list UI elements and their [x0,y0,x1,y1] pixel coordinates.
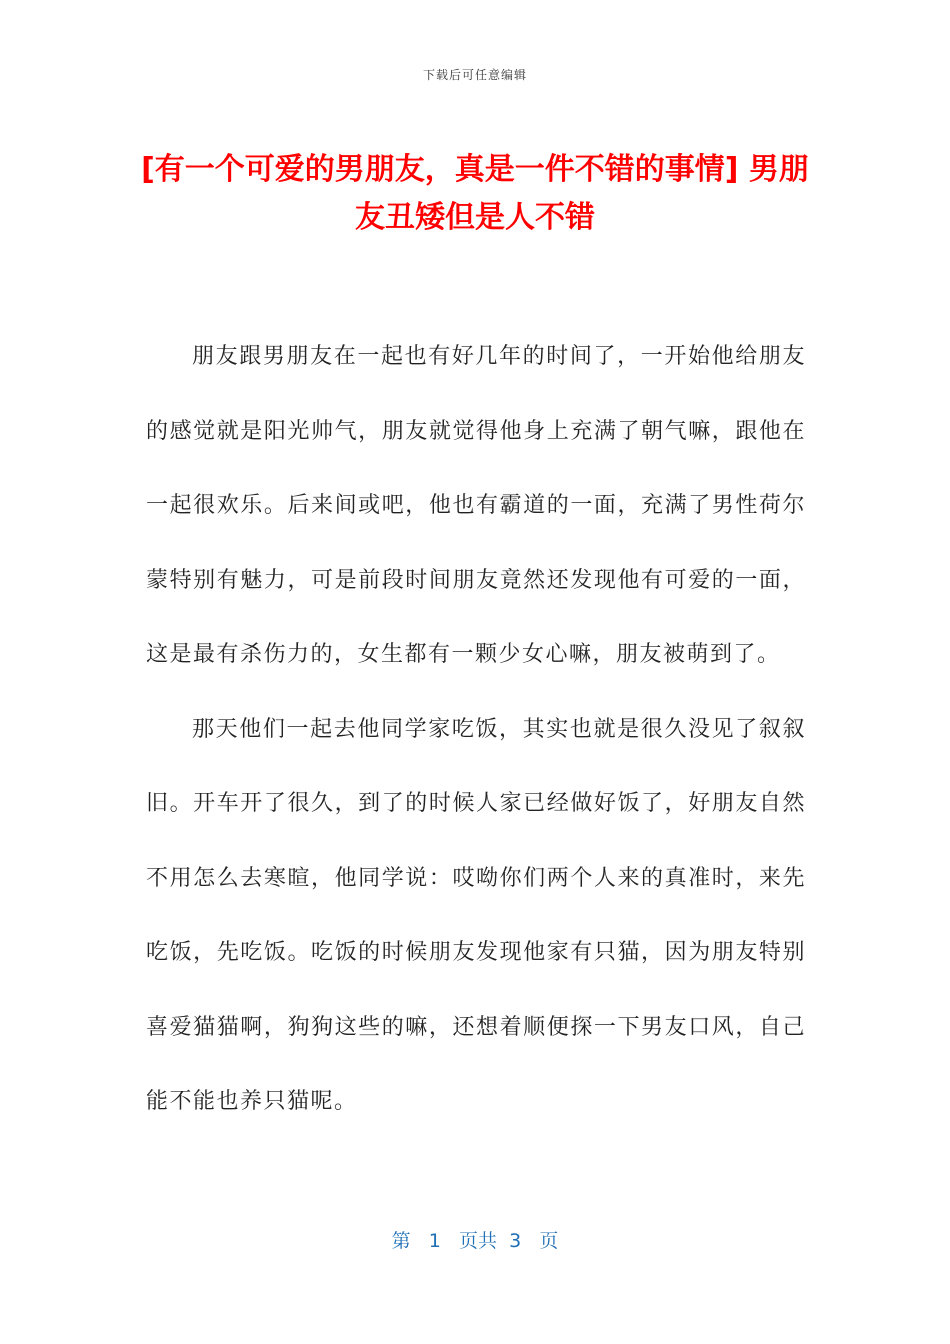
current-page-number: 1 [428,1230,441,1252]
document-body [146,320,806,1140]
total-pages-number: 3 [509,1230,522,1252]
page-label-middle: 页共 [459,1230,498,1252]
paragraph: 那天他们一起去他同学家吃饭，其实也就是很久没见了叙叙旧。开车开了很久，到了的时候人家已经做好饭了，好朋友自然不用怎么去寒暄，他同学说：哎呦你们两个人来的真准时，来先吃饭，先吃饭。吃饭的时候朋友发现他家有只猫，因为朋友特别喜爱猫猫啊，狗狗这些的嘛，还想着顺便探一下男友口风，自己能不能也养只猫呢。 [146,716,806,1114]
page-label-prefix: 第 [391,1230,411,1252]
document-title: [有一个可爱的男朋友，真是一件不错的事情] 男朋友丑矮但是人不错 [141,152,809,235]
paragraph: 朋友跟男朋友在一起也有好几年的时间了，一开始他给朋友的感觉就是阳光帅气，朋友就觉得他身上充满了朝气嘛，跟他在一起很欢乐。后来间或吧，他也有霸道的一面，充满了男性荷尔蒙特别有魅力，可是前段时间朋友竟然还发现他有可爱的一面，这是最有杀伤力的，女生都有一颗少女心嘛，朋友被萌到了。 [146,344,806,667]
page-label-suffix: 页 [539,1230,559,1252]
page-footer [0,1226,950,1253]
header-note: 下载后可任意编辑 [422,68,527,82]
